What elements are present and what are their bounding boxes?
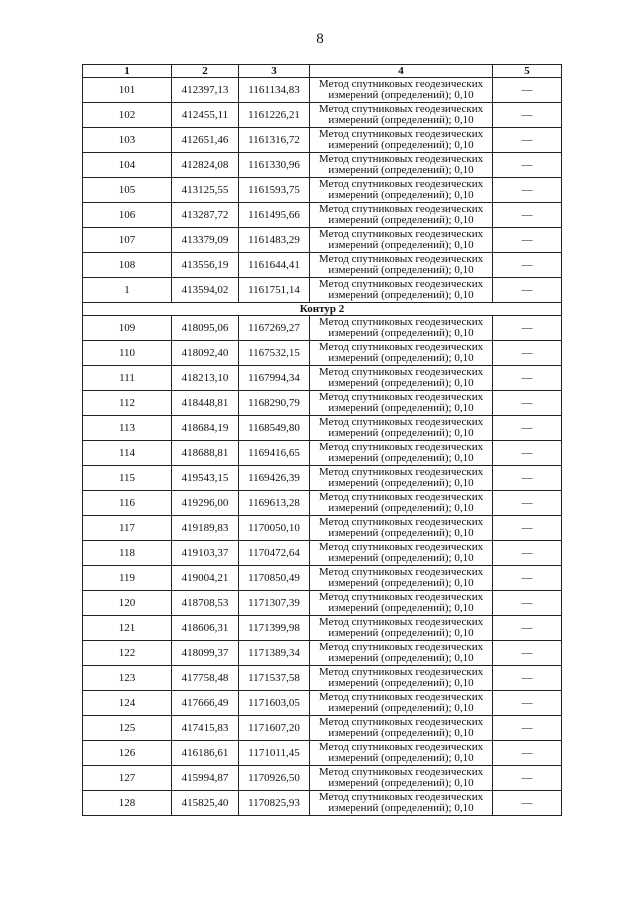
x-coordinate-cell: 412397,13 — [172, 78, 239, 103]
table-row — [83, 591, 562, 616]
x-coordinate-cell: 418688,81 — [172, 441, 239, 466]
y-coordinate-cell: 1161134,83 — [239, 78, 310, 103]
method-cell: Метод спутниковых геодезических измерений (определений); 0,10 — [310, 616, 493, 641]
note-cell: — — [493, 178, 562, 203]
note-cell: — — [493, 541, 562, 566]
point-number-cell: 124 — [83, 691, 172, 716]
x-coordinate-cell: 419103,37 — [172, 541, 239, 566]
y-coordinate-cell: 1169426,39 — [239, 466, 310, 491]
x-coordinate-cell: 413125,55 — [172, 178, 239, 203]
table-row — [83, 741, 562, 766]
method-cell: Метод спутниковых геодезических измерений (определений); 0,10 — [310, 766, 493, 791]
table-row — [83, 203, 562, 228]
method-cell: Метод спутниковых геодезических измерений (определений); 0,10 — [310, 491, 493, 516]
table-row — [83, 316, 562, 341]
table-row — [83, 228, 562, 253]
method-cell: Метод спутниковых геодезических измерений (определений); 0,10 — [310, 741, 493, 766]
x-coordinate-cell: 412824,08 — [172, 153, 239, 178]
table-row — [83, 128, 562, 153]
point-number-cell: 103 — [83, 128, 172, 153]
method-cell: Метод спутниковых геодезических измерений (определений); 0,10 — [310, 466, 493, 491]
table-row — [83, 766, 562, 791]
y-coordinate-cell: 1170926,50 — [239, 766, 310, 791]
note-cell: — — [493, 203, 562, 228]
note-cell: — — [493, 441, 562, 466]
column-header-1: 1 — [83, 65, 172, 78]
table-row — [83, 691, 562, 716]
point-number-cell: 121 — [83, 616, 172, 641]
method-cell: Метод спутниковых геодезических измерений (определений); 0,10 — [310, 591, 493, 616]
method-cell: Метод спутниковых геодезических измерений (определений); 0,10 — [310, 716, 493, 741]
method-cell: Метод спутниковых геодезических измерений (определений); 0,10 — [310, 516, 493, 541]
table-row — [83, 391, 562, 416]
x-coordinate-cell: 413594,02 — [172, 278, 239, 303]
note-cell: — — [493, 416, 562, 441]
y-coordinate-cell: 1169613,28 — [239, 491, 310, 516]
method-cell: Метод спутниковых геодезических измерений (определений); 0,10 — [310, 78, 493, 103]
point-number-cell: 115 — [83, 466, 172, 491]
point-number-cell: 128 — [83, 791, 172, 816]
y-coordinate-cell: 1170050,10 — [239, 516, 310, 541]
table-row — [83, 366, 562, 391]
method-cell: Метод спутниковых геодезических измерений (определений); 0,10 — [310, 791, 493, 816]
y-coordinate-cell: 1170472,64 — [239, 541, 310, 566]
table-row — [83, 153, 562, 178]
point-number-cell: 107 — [83, 228, 172, 253]
point-number-cell: 116 — [83, 491, 172, 516]
x-coordinate-cell: 419296,00 — [172, 491, 239, 516]
method-cell: Метод спутниковых геодезических измерений (определений); 0,10 — [310, 416, 493, 441]
y-coordinate-cell: 1161495,66 — [239, 203, 310, 228]
y-coordinate-cell: 1161644,41 — [239, 253, 310, 278]
table-row — [83, 441, 562, 466]
method-cell: Метод спутниковых геодезических измерений (определений); 0,10 — [310, 366, 493, 391]
y-coordinate-cell: 1167532,15 — [239, 341, 310, 366]
x-coordinate-cell: 418099,37 — [172, 641, 239, 666]
y-coordinate-cell: 1161330,96 — [239, 153, 310, 178]
x-coordinate-cell: 413287,72 — [172, 203, 239, 228]
note-cell: — — [493, 366, 562, 391]
note-cell: — — [493, 641, 562, 666]
note-cell: — — [493, 391, 562, 416]
y-coordinate-cell: 1161751,14 — [239, 278, 310, 303]
note-cell: — — [493, 128, 562, 153]
section-title: Контур 2 — [83, 303, 562, 316]
table-row — [83, 666, 562, 691]
x-coordinate-cell: 417415,83 — [172, 716, 239, 741]
method-cell: Метод спутниковых геодезических измерений (определений); 0,10 — [310, 541, 493, 566]
table-row — [83, 78, 562, 103]
note-cell: — — [493, 666, 562, 691]
table-row — [83, 541, 562, 566]
method-cell: Метод спутниковых геодезических измерений (определений); 0,10 — [310, 316, 493, 341]
table-row — [83, 253, 562, 278]
column-header-4: 4 — [310, 65, 493, 78]
x-coordinate-cell: 412455,11 — [172, 103, 239, 128]
note-cell: — — [493, 716, 562, 741]
point-number-cell: 126 — [83, 741, 172, 766]
note-cell: — — [493, 278, 562, 303]
x-coordinate-cell: 417758,48 — [172, 666, 239, 691]
x-coordinate-cell: 419004,21 — [172, 566, 239, 591]
y-coordinate-cell: 1168549,80 — [239, 416, 310, 441]
y-coordinate-cell: 1171603,05 — [239, 691, 310, 716]
y-coordinate-cell: 1171399,98 — [239, 616, 310, 641]
method-cell: Метод спутниковых геодезических измерений (определений); 0,10 — [310, 253, 493, 278]
note-cell: — — [493, 316, 562, 341]
table-row — [83, 716, 562, 741]
note-cell: — — [493, 491, 562, 516]
note-cell: — — [493, 466, 562, 491]
method-cell: Метод спутниковых геодезических измерений (определений); 0,10 — [310, 441, 493, 466]
note-cell: — — [493, 691, 562, 716]
x-coordinate-cell: 418448,81 — [172, 391, 239, 416]
y-coordinate-cell: 1161483,29 — [239, 228, 310, 253]
x-coordinate-cell: 418092,40 — [172, 341, 239, 366]
note-cell: — — [493, 591, 562, 616]
method-cell: Метод спутниковых геодезических измерений (определений); 0,10 — [310, 103, 493, 128]
point-number-cell: 114 — [83, 441, 172, 466]
y-coordinate-cell: 1168290,79 — [239, 391, 310, 416]
x-coordinate-cell: 418708,53 — [172, 591, 239, 616]
note-cell: — — [493, 566, 562, 591]
point-number-cell: 110 — [83, 341, 172, 366]
x-coordinate-cell: 416186,61 — [172, 741, 239, 766]
y-coordinate-cell: 1161316,72 — [239, 128, 310, 153]
note-cell: — — [493, 766, 562, 791]
note-cell: — — [493, 103, 562, 128]
table-row — [83, 616, 562, 641]
y-coordinate-cell: 1161593,75 — [239, 178, 310, 203]
x-coordinate-cell: 418684,19 — [172, 416, 239, 441]
point-number-cell: 119 — [83, 566, 172, 591]
note-cell: — — [493, 153, 562, 178]
point-number-cell: 112 — [83, 391, 172, 416]
point-number-cell: 102 — [83, 103, 172, 128]
point-number-cell: 117 — [83, 516, 172, 541]
note-cell: — — [493, 78, 562, 103]
note-cell: — — [493, 791, 562, 816]
point-number-cell: 105 — [83, 178, 172, 203]
table-row — [83, 641, 562, 666]
note-cell: — — [493, 516, 562, 541]
x-coordinate-cell: 418606,31 — [172, 616, 239, 641]
x-coordinate-cell: 419189,83 — [172, 516, 239, 541]
point-number-cell: 120 — [83, 591, 172, 616]
x-coordinate-cell: 417666,49 — [172, 691, 239, 716]
page-number: 8 — [316, 31, 324, 47]
x-coordinate-cell: 419543,15 — [172, 466, 239, 491]
point-number-cell: 111 — [83, 366, 172, 391]
y-coordinate-cell: 1171607,20 — [239, 716, 310, 741]
table-row — [83, 178, 562, 203]
method-cell: Метод спутниковых геодезических измерений (определений); 0,10 — [310, 228, 493, 253]
table-body — [83, 78, 562, 816]
point-number-cell: 113 — [83, 416, 172, 441]
point-number-cell: 106 — [83, 203, 172, 228]
method-cell: Метод спутниковых геодезических измерений (определений); 0,10 — [310, 641, 493, 666]
y-coordinate-cell: 1171389,34 — [239, 641, 310, 666]
table-row — [83, 416, 562, 441]
y-coordinate-cell: 1171537,58 — [239, 666, 310, 691]
note-cell: — — [493, 741, 562, 766]
y-coordinate-cell: 1171307,39 — [239, 591, 310, 616]
y-coordinate-cell: 1167269,27 — [239, 316, 310, 341]
column-header-3: 3 — [239, 65, 310, 78]
method-cell: Метод спутниковых геодезических измерений (определений); 0,10 — [310, 178, 493, 203]
x-coordinate-cell: 413379,09 — [172, 228, 239, 253]
note-cell: — — [493, 341, 562, 366]
table-row — [83, 566, 562, 591]
method-cell: Метод спутниковых геодезических измерений (определений); 0,10 — [310, 203, 493, 228]
method-cell: Метод спутниковых геодезических измерений (определений); 0,10 — [310, 691, 493, 716]
method-cell: Метод спутниковых геодезических измерений (определений); 0,10 — [310, 341, 493, 366]
point-number-cell: 104 — [83, 153, 172, 178]
point-number-cell: 1 — [83, 278, 172, 303]
table-row — [83, 278, 562, 303]
table-row — [83, 466, 562, 491]
point-number-cell: 127 — [83, 766, 172, 791]
point-number-cell: 109 — [83, 316, 172, 341]
x-coordinate-cell: 413556,19 — [172, 253, 239, 278]
table-row — [83, 516, 562, 541]
x-coordinate-cell: 415825,40 — [172, 791, 239, 816]
table-row — [83, 791, 562, 816]
y-coordinate-cell: 1161226,21 — [239, 103, 310, 128]
table-row — [83, 491, 562, 516]
method-cell: Метод спутниковых геодезических измерений (определений); 0,10 — [310, 566, 493, 591]
point-number-cell: 123 — [83, 666, 172, 691]
note-cell: — — [493, 253, 562, 278]
x-coordinate-cell: 415994,87 — [172, 766, 239, 791]
y-coordinate-cell: 1170825,93 — [239, 791, 310, 816]
coordinates-table — [82, 64, 562, 816]
y-coordinate-cell: 1169416,65 — [239, 441, 310, 466]
y-coordinate-cell: 1171011,45 — [239, 741, 310, 766]
point-number-cell: 101 — [83, 78, 172, 103]
method-cell: Метод спутниковых геодезических измерений (определений); 0,10 — [310, 666, 493, 691]
point-number-cell: 122 — [83, 641, 172, 666]
y-coordinate-cell: 1167994,34 — [239, 366, 310, 391]
method-cell: Метод спутниковых геодезических измерений (определений); 0,10 — [310, 391, 493, 416]
table-header-row — [83, 65, 562, 78]
point-number-cell: 108 — [83, 253, 172, 278]
table-row — [83, 341, 562, 366]
y-coordinate-cell: 1170850,49 — [239, 566, 310, 591]
column-header-5: 5 — [493, 65, 562, 78]
column-header-2: 2 — [172, 65, 239, 78]
method-cell: Метод спутниковых геодезических измерений (определений); 0,10 — [310, 128, 493, 153]
x-coordinate-cell: 412651,46 — [172, 128, 239, 153]
note-cell: — — [493, 616, 562, 641]
method-cell: Метод спутниковых геодезических измерений (определений); 0,10 — [310, 153, 493, 178]
table-row — [83, 103, 562, 128]
note-cell: — — [493, 228, 562, 253]
point-number-cell: 118 — [83, 541, 172, 566]
section-row — [83, 303, 562, 316]
x-coordinate-cell: 418095,06 — [172, 316, 239, 341]
method-cell: Метод спутниковых геодезических измерений (определений); 0,10 — [310, 278, 493, 303]
point-number-cell: 125 — [83, 716, 172, 741]
x-coordinate-cell: 418213,10 — [172, 366, 239, 391]
